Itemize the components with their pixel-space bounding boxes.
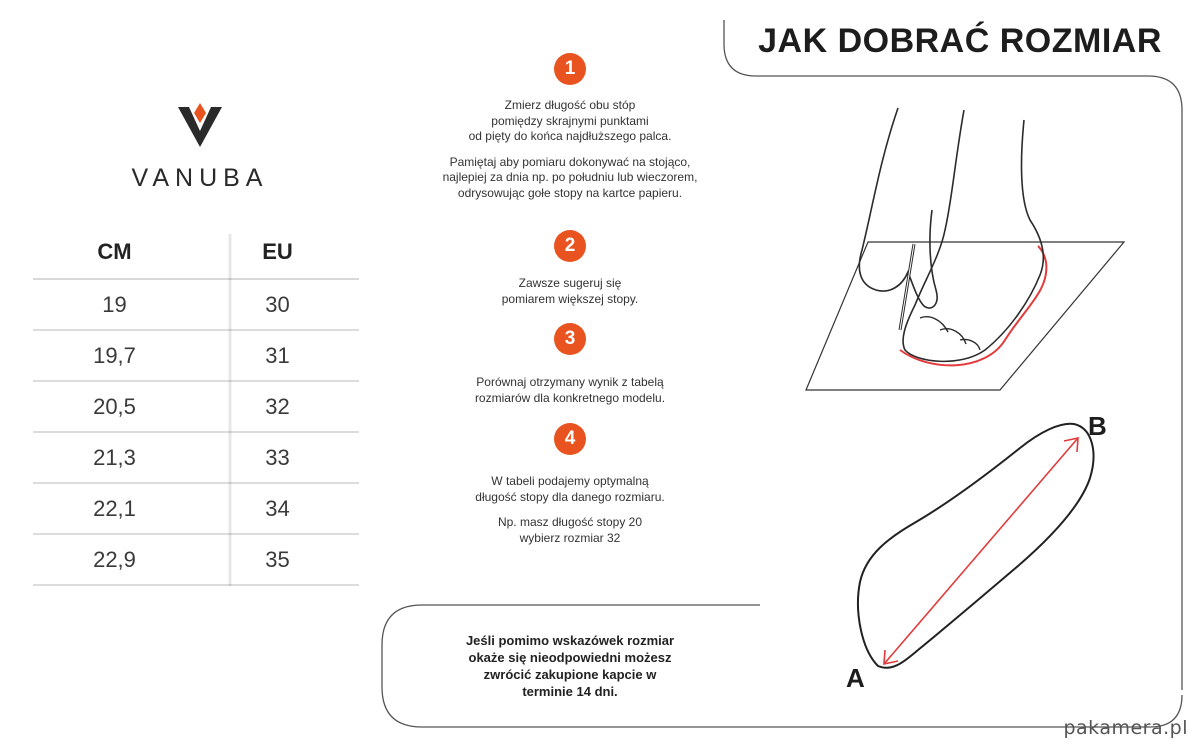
step-2-text: Zawsze sugeruj się pomiarem większej stopy. [501,276,639,306]
paper-sheet-icon [806,242,1124,390]
return-note: Jeśli pomimo wskazówek rozmiar okaże się nieodpowiedni możesz zwrócić zakupione kapcie w terminie 14 dni. [465,633,675,699]
page-title: JAK DOBRAĆ ROZMIAR [758,22,1162,60]
watermark: pakamera.pl [1063,717,1188,739]
cell-cm: 19 [102,291,127,317]
headline-frame [724,20,1182,690]
measure-arrow [884,438,1078,664]
foot-drawing [903,110,1043,361]
cell-eu: 33 [265,444,290,470]
step-2-badge: 2 [554,230,586,262]
step-3-badge: 3 [554,323,586,355]
cell-eu: 34 [265,495,290,521]
step-4-badge: 4 [554,423,586,455]
cell-cm: 21,3 [93,444,136,470]
cell-cm: 22,9 [93,546,136,572]
cell-eu: 35 [265,546,290,572]
cell-eu: 30 [265,291,290,317]
point-b-label: B [1088,411,1107,441]
step-3-text: Porównaj otrzymany wynik z tabelą rozmiarów dla konkretnego modelu. [474,375,666,405]
header-cm: CM [97,239,132,264]
point-a-label: A [846,663,865,693]
cell-cm: 20,5 [93,393,136,419]
step-1-badge: 1 [554,53,586,85]
hand-drawing [859,108,937,308]
cell-eu: 31 [265,342,290,368]
cell-eu: 32 [265,393,290,419]
brand-name: VANUBA [131,164,269,192]
cell-cm: 22,1 [93,495,136,521]
cell-cm: 19,7 [93,342,136,368]
step-1-text: Zmierz długość obu stóp pomiędzy skrajnymi punktami od pięty do końca najdłuższego palca. Pamiętaj aby pomiaru dokonywać na stojąco, najlepiej za dnia np. po południu lub wieczorem, odrysowując gołe stopy na kartce papieru. [442,98,698,200]
header-eu: EU [262,239,293,264]
step-4-text: W tabeli podajemy optymalną długość stopy dla danego rozmiaru. Np. masz długość stopy 20 wybierz rozmiar 32 [475,474,665,545]
